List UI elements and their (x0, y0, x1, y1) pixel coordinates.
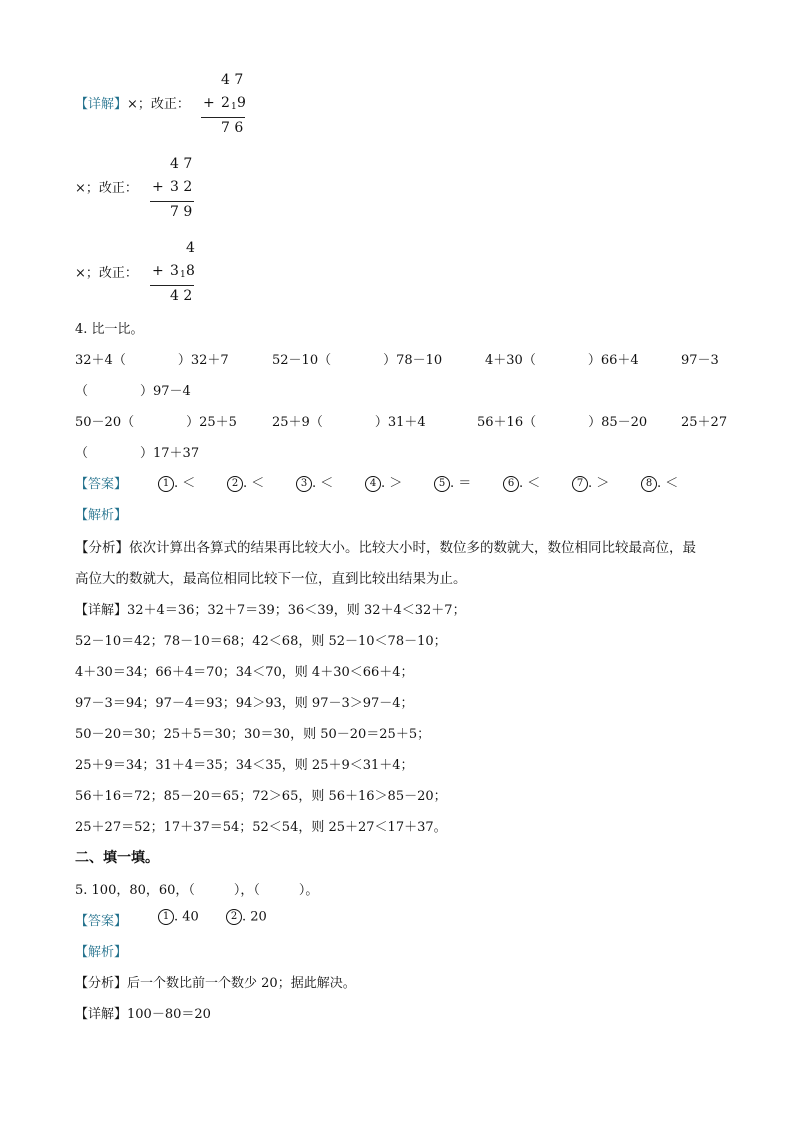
q4-item-8b: （ ）17＋37 (75, 446, 200, 461)
detail-line-q5 (75, 1003, 211, 1022)
calc-top: 4 7 (170, 156, 193, 172)
q4-item-7: 56＋16（ ）85－20 (477, 415, 648, 430)
calc-bottom-ones: 8 (186, 263, 195, 279)
answer-value: . 40 (174, 909, 199, 925)
detail-line-q4-2: 52－10＝42；78－10＝68；42＜68，则 52－10＜78－10； (75, 634, 447, 649)
detail-line-q4-6: 25＋9＝34；31＋4＝35；34＜35，则 25＋9＜31＋4； (75, 758, 414, 773)
circled-number: 2 (227, 476, 243, 492)
calc-bottom-tens: 3 (170, 263, 179, 279)
fenxi-text: 依次计算出各算式的结果再比较大小。比较大小时，数位多的数就大，数位相同比较最高位，最 (129, 540, 696, 556)
answer-value: . ＞ (381, 476, 403, 491)
q4-item-1: 32＋4（ ）32＋7 (75, 353, 229, 368)
answer-value: . ＜ (243, 476, 265, 491)
detail-line-q4-5: 50－20＝30；25＋5＝30；30＝30，则 50－20＝25＋5； (75, 727, 431, 742)
q4-item-3: 4＋30（ ）66＋4 (485, 353, 639, 368)
fenxi-line-2: 高位大的数就大，最高位相同比较下一位，直到比较出结果为止。 (75, 571, 467, 587)
vertical-calc-3 (150, 240, 196, 310)
calc-result: 7 9 (170, 204, 193, 220)
answer-7 (572, 472, 609, 492)
circled-number: 6 (503, 476, 519, 492)
calc-line (150, 201, 194, 202)
fenxi-text: 后一个数比前一个数少 20；据此解决。 (127, 976, 356, 991)
answer-label: 【答案】 (75, 477, 128, 492)
answer-2 (227, 472, 264, 492)
q4-item-4b: （ ）97－4 (75, 384, 191, 399)
detail-line-q4-1 (75, 599, 466, 618)
answer-value: . ＜ (312, 476, 334, 491)
carry-mark: 1 (180, 270, 186, 280)
detail-line-q4-8: 25＋27＝52；17＋37＝54；52＜54，则 25＋27＜17＋37。 (75, 820, 447, 835)
calc-op: + (203, 95, 215, 111)
calc-line (201, 117, 245, 118)
answer-value: . ＝ (450, 476, 472, 491)
detail-line-q4-7: 56＋16＝72；85－20＝65；72＞65，则 56＋16＞85－20； (75, 789, 447, 804)
correction-line-2: ×；改正： (75, 181, 138, 196)
calc-op: + (152, 263, 164, 279)
answer-5 (434, 472, 471, 492)
correction-text: ×；改正： (127, 97, 190, 112)
question-5-title: 5. 100，80，60，（ ），（ ）。 (75, 883, 319, 898)
fenxi-line-1 (75, 536, 696, 556)
detail-label: 【详解】 (75, 1007, 128, 1022)
circled-number: 8 (641, 476, 657, 492)
detail-text: 100－80＝20 (127, 1007, 211, 1022)
section-2-title: 二、填一填。 (75, 850, 159, 866)
answer-value: . ＜ (519, 476, 541, 491)
circled-number: 2 (226, 909, 242, 925)
detail-label: 【详解】 (75, 603, 128, 618)
answer-value: . ＞ (588, 476, 610, 491)
answer-value: . 20 (242, 909, 267, 925)
detail-label: 【详解】 (75, 97, 128, 112)
calc-result: 7 6 (221, 120, 244, 136)
answer-6 (503, 472, 540, 492)
calc-bottom: 3 2 (170, 179, 193, 195)
answer-q5-1 (158, 909, 199, 925)
fenxi-label: 【分析】 (75, 976, 128, 991)
detail-line-q4-4: 97－3＝94；97－4＝93；94＞93，则 97－3＞97－4； (75, 696, 414, 711)
q4-item-2: 52－10（ ）78－10 (272, 353, 443, 368)
carry-mark: 1 (231, 102, 237, 112)
circled-number: 1 (158, 476, 174, 492)
q4-item-4a: 97－3 (681, 353, 719, 368)
circled-number: 5 (434, 476, 450, 492)
detail-line-1 (75, 93, 190, 112)
calc-top: 4 (186, 240, 195, 256)
detail-line-q4-3: 4＋30＝34；66＋4＝70；34＜70，则 4＋30＜66＋4； (75, 665, 414, 680)
answer-value: . ＜ (657, 476, 679, 491)
question-4-title: 4. 比一比。 (75, 322, 144, 337)
circled-number: 4 (365, 476, 381, 492)
q4-item-8a: 25＋27 (681, 415, 728, 430)
calc-bottom-ones: 9 (237, 95, 246, 111)
answer-label-q5: 【答案】 (75, 914, 128, 929)
circled-number: 7 (572, 476, 588, 492)
calc-op: + (152, 179, 164, 195)
jiexi-label: 【解析】 (75, 508, 128, 523)
jiexi-label-q5: 【解析】 (75, 945, 128, 960)
circled-number: 1 (158, 909, 174, 925)
vertical-calc-2 (150, 156, 196, 226)
vertical-calc-1 (201, 72, 247, 142)
answer-q5-2 (226, 909, 267, 925)
answer-1 (158, 472, 195, 492)
q4-item-5: 50－20（ ）25＋5 (75, 415, 237, 430)
fenxi-line-q5 (75, 972, 356, 991)
calc-result: 4 2 (170, 288, 193, 304)
fenxi-label: 【分析】 (75, 540, 129, 556)
q4-item-6: 25＋9（ ）31＋4 (272, 415, 426, 430)
answer-value: . ＜ (174, 476, 196, 491)
correction-line-3: ×；改正： (75, 266, 138, 281)
calc-top: 4 7 (221, 72, 244, 88)
circled-number: 3 (296, 476, 312, 492)
answer-4 (365, 472, 402, 492)
detail-text: 32＋4＝36；32＋7＝39；36＜39，则 32＋4＜32＋7； (127, 603, 466, 618)
answer-8 (641, 472, 678, 492)
calc-bottom-tens: 2 (221, 95, 230, 111)
answer-3 (296, 472, 333, 492)
calc-line (150, 285, 194, 286)
